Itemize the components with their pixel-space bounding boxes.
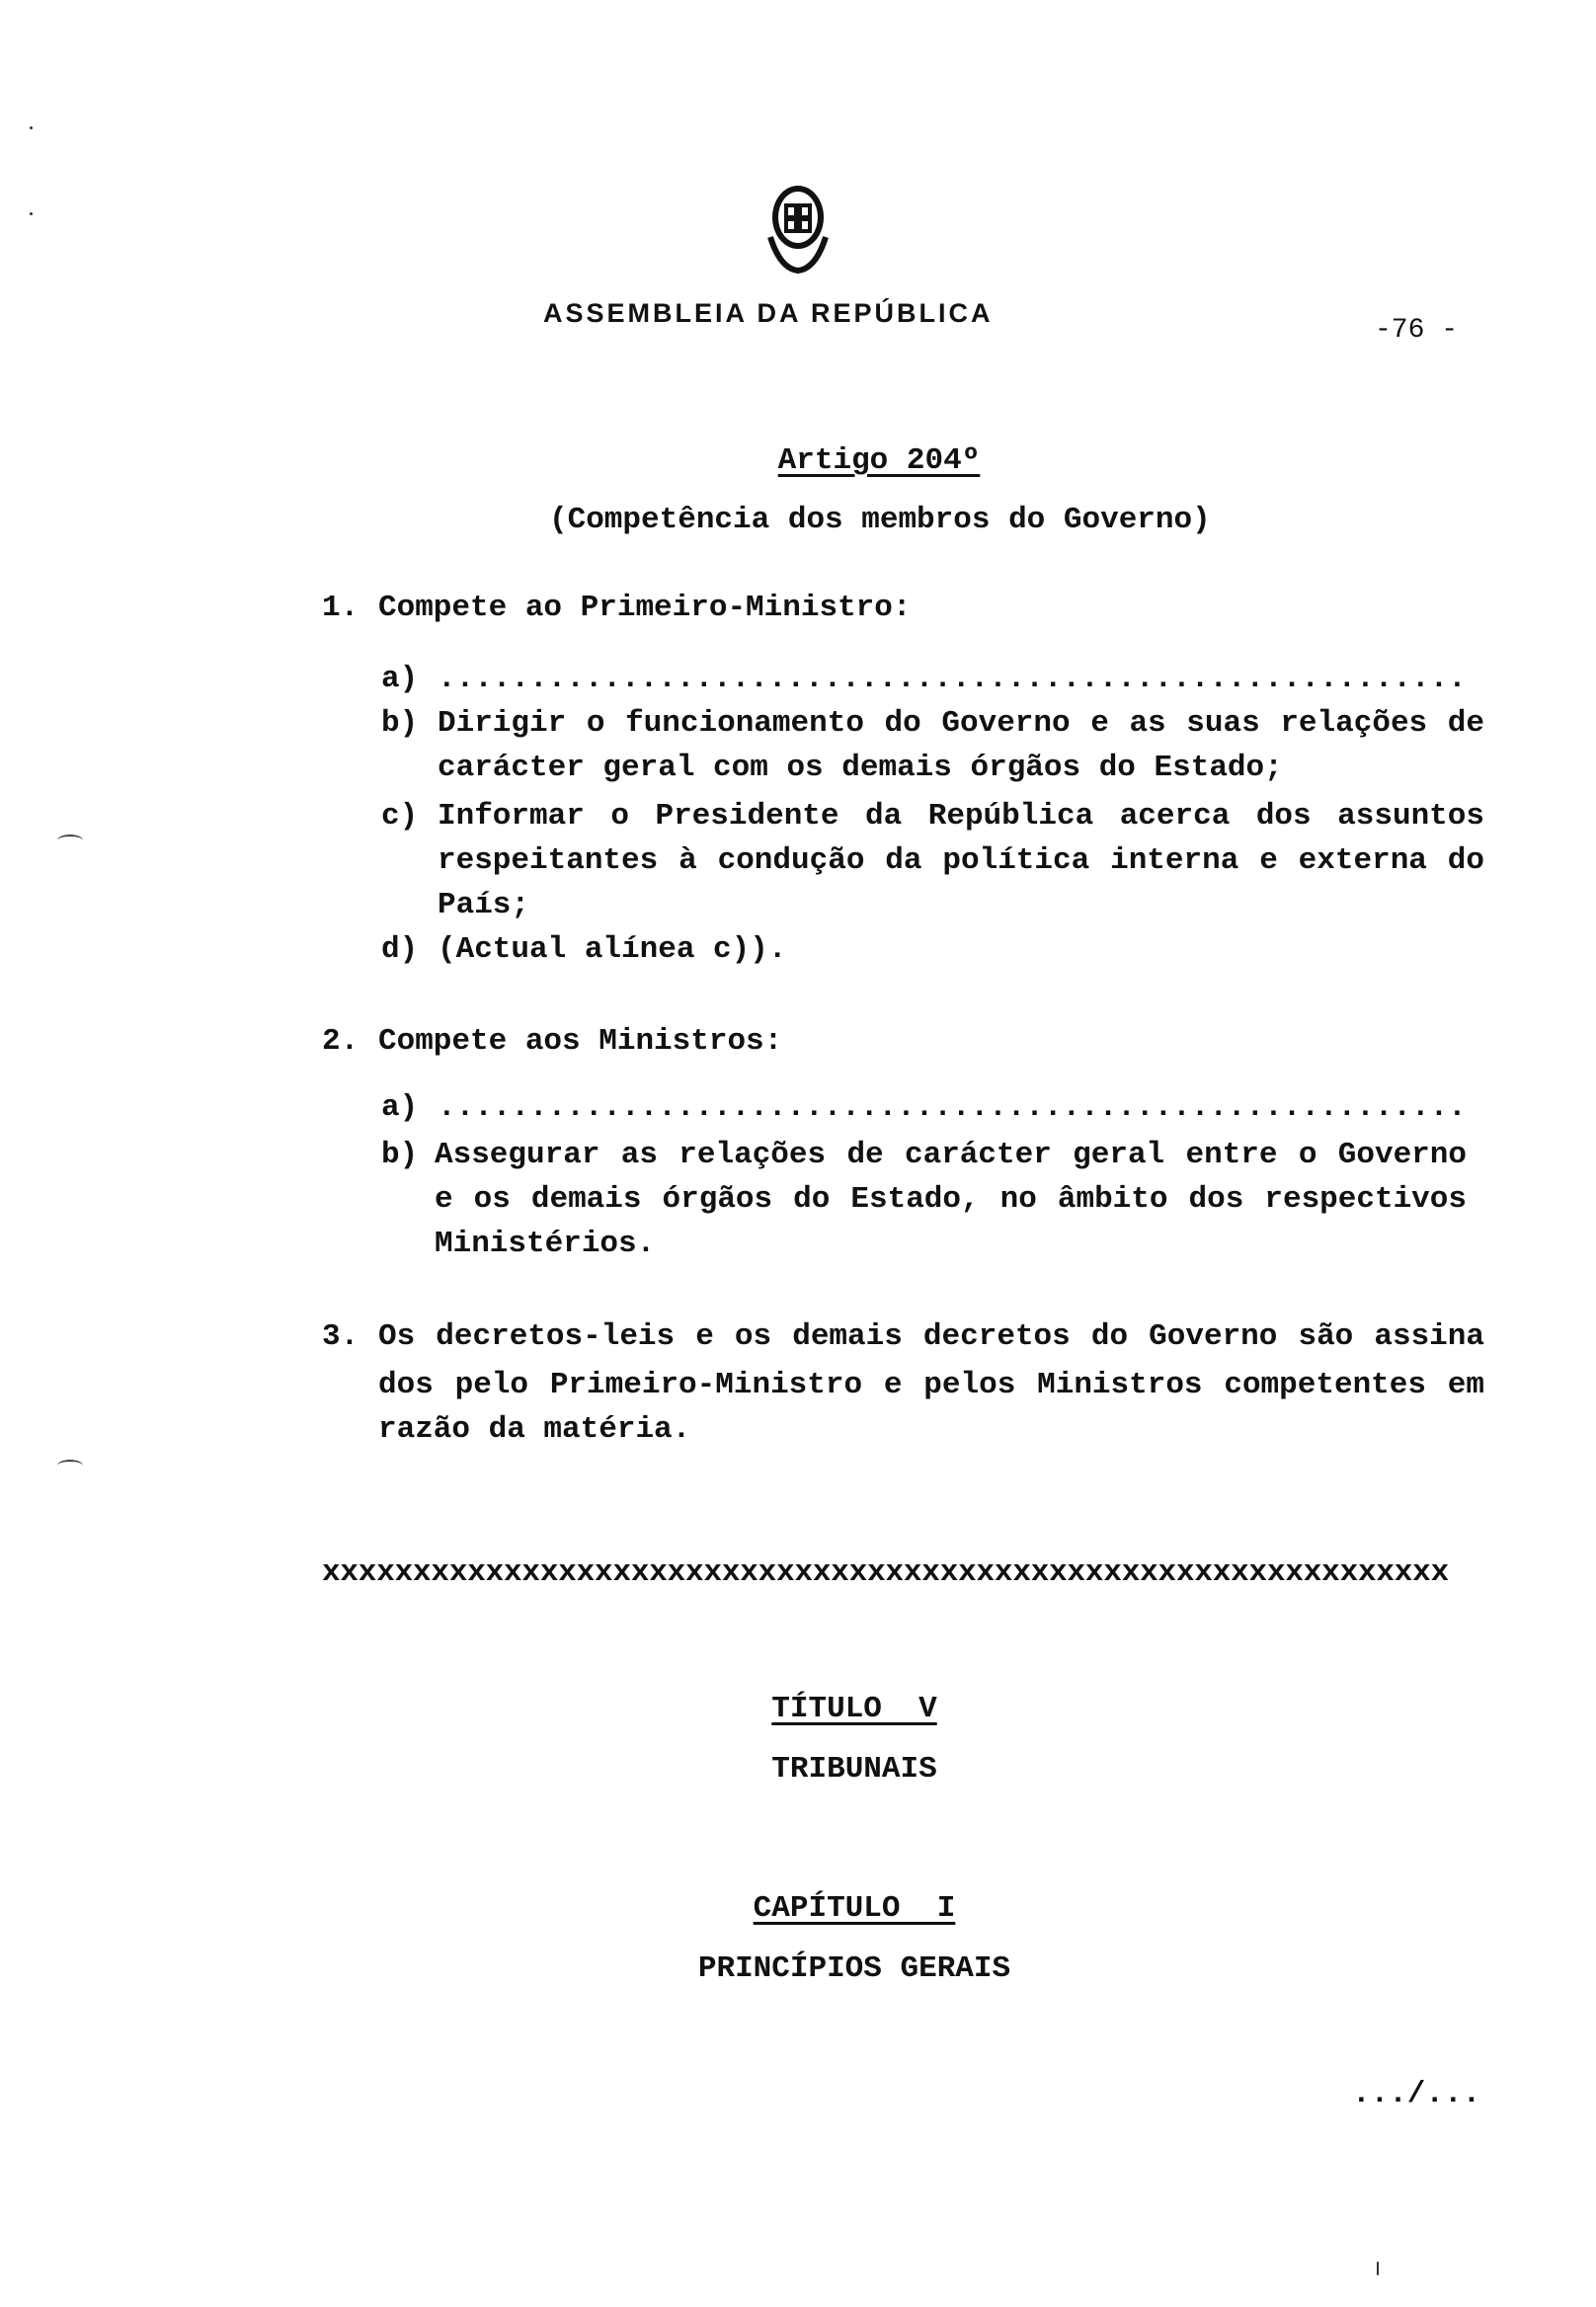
item-line: (Actual alínea c)). [438,932,787,967]
item-label: a) [381,662,419,696]
section-heading: Compete ao Primeiro-Ministro: [378,591,912,625]
item-line: e os demais órgãos do Estado, no âmbito dos respectivos [435,1182,1467,1217]
scan-speck [30,126,33,129]
item-label: a) [381,1090,419,1125]
article-subtitle: (Competência dos membros do Governo) [549,503,1211,537]
article-title: Artigo 204º [777,443,981,478]
capitulo-name: PRINCÍPIOS GERAIS [697,1951,1011,1986]
hole-punch-mark [57,835,83,846]
scan-speck [1377,2262,1379,2275]
item-line: ........................................................ [438,1090,1467,1125]
item-line: ........................................................ [438,662,1467,696]
item-label: b) [381,706,419,741]
separator-line: xxxxxxxxxxxxxxxxxxxxxxxxxxxxxxxxxxxxxxxxxxxxxxxxxxxxxxxxxxxxxx [322,1555,1449,1590]
section-line: dos pelo Primeiro-Ministro e pelos Ministros competentes em [378,1368,1484,1402]
scan-speck [30,212,33,215]
section-number: 2. [322,1024,359,1059]
institution-name: ASSEMBLEIA DA REPÚBLICA [543,298,994,328]
section-line: razão da matéria. [378,1412,691,1447]
item-label: d) [381,932,419,967]
item-line: Dirigir o funcionamento do Governo e as suas relações de [438,706,1484,741]
item-line: Assegurar as relações de carácter geral entre o Governo [435,1138,1467,1172]
item-line: Informar o Presidente da República acerca dos assuntos [438,799,1484,834]
section-number: 3. [322,1319,359,1354]
section-number: 1. [322,591,359,625]
coat-of-arms-logo [760,178,836,277]
item-line: Ministérios. [435,1227,656,1261]
item-line: País; [438,888,530,922]
section-heading: Compete aos Ministros: [378,1024,783,1059]
item-label: c) [381,799,419,834]
page-number: -76 - [1375,315,1459,346]
capitulo-heading: CAPÍTULO I [753,1891,956,1926]
section-line: Os decretos-leis e os demais decretos do Governo são assina [378,1319,1484,1354]
titulo-heading: TÍTULO V [771,1692,937,1726]
item-line: respeitantes à condução da política interna e externa do [438,843,1484,878]
titulo-name: TRIBUNAIS [771,1752,937,1787]
item-line: carácter geral com os demais órgãos do Estado; [438,751,1283,785]
continuation-mark: .../... [1352,2077,1481,2111]
item-label: b) [381,1138,419,1172]
hole-punch-mark [57,1460,83,1472]
